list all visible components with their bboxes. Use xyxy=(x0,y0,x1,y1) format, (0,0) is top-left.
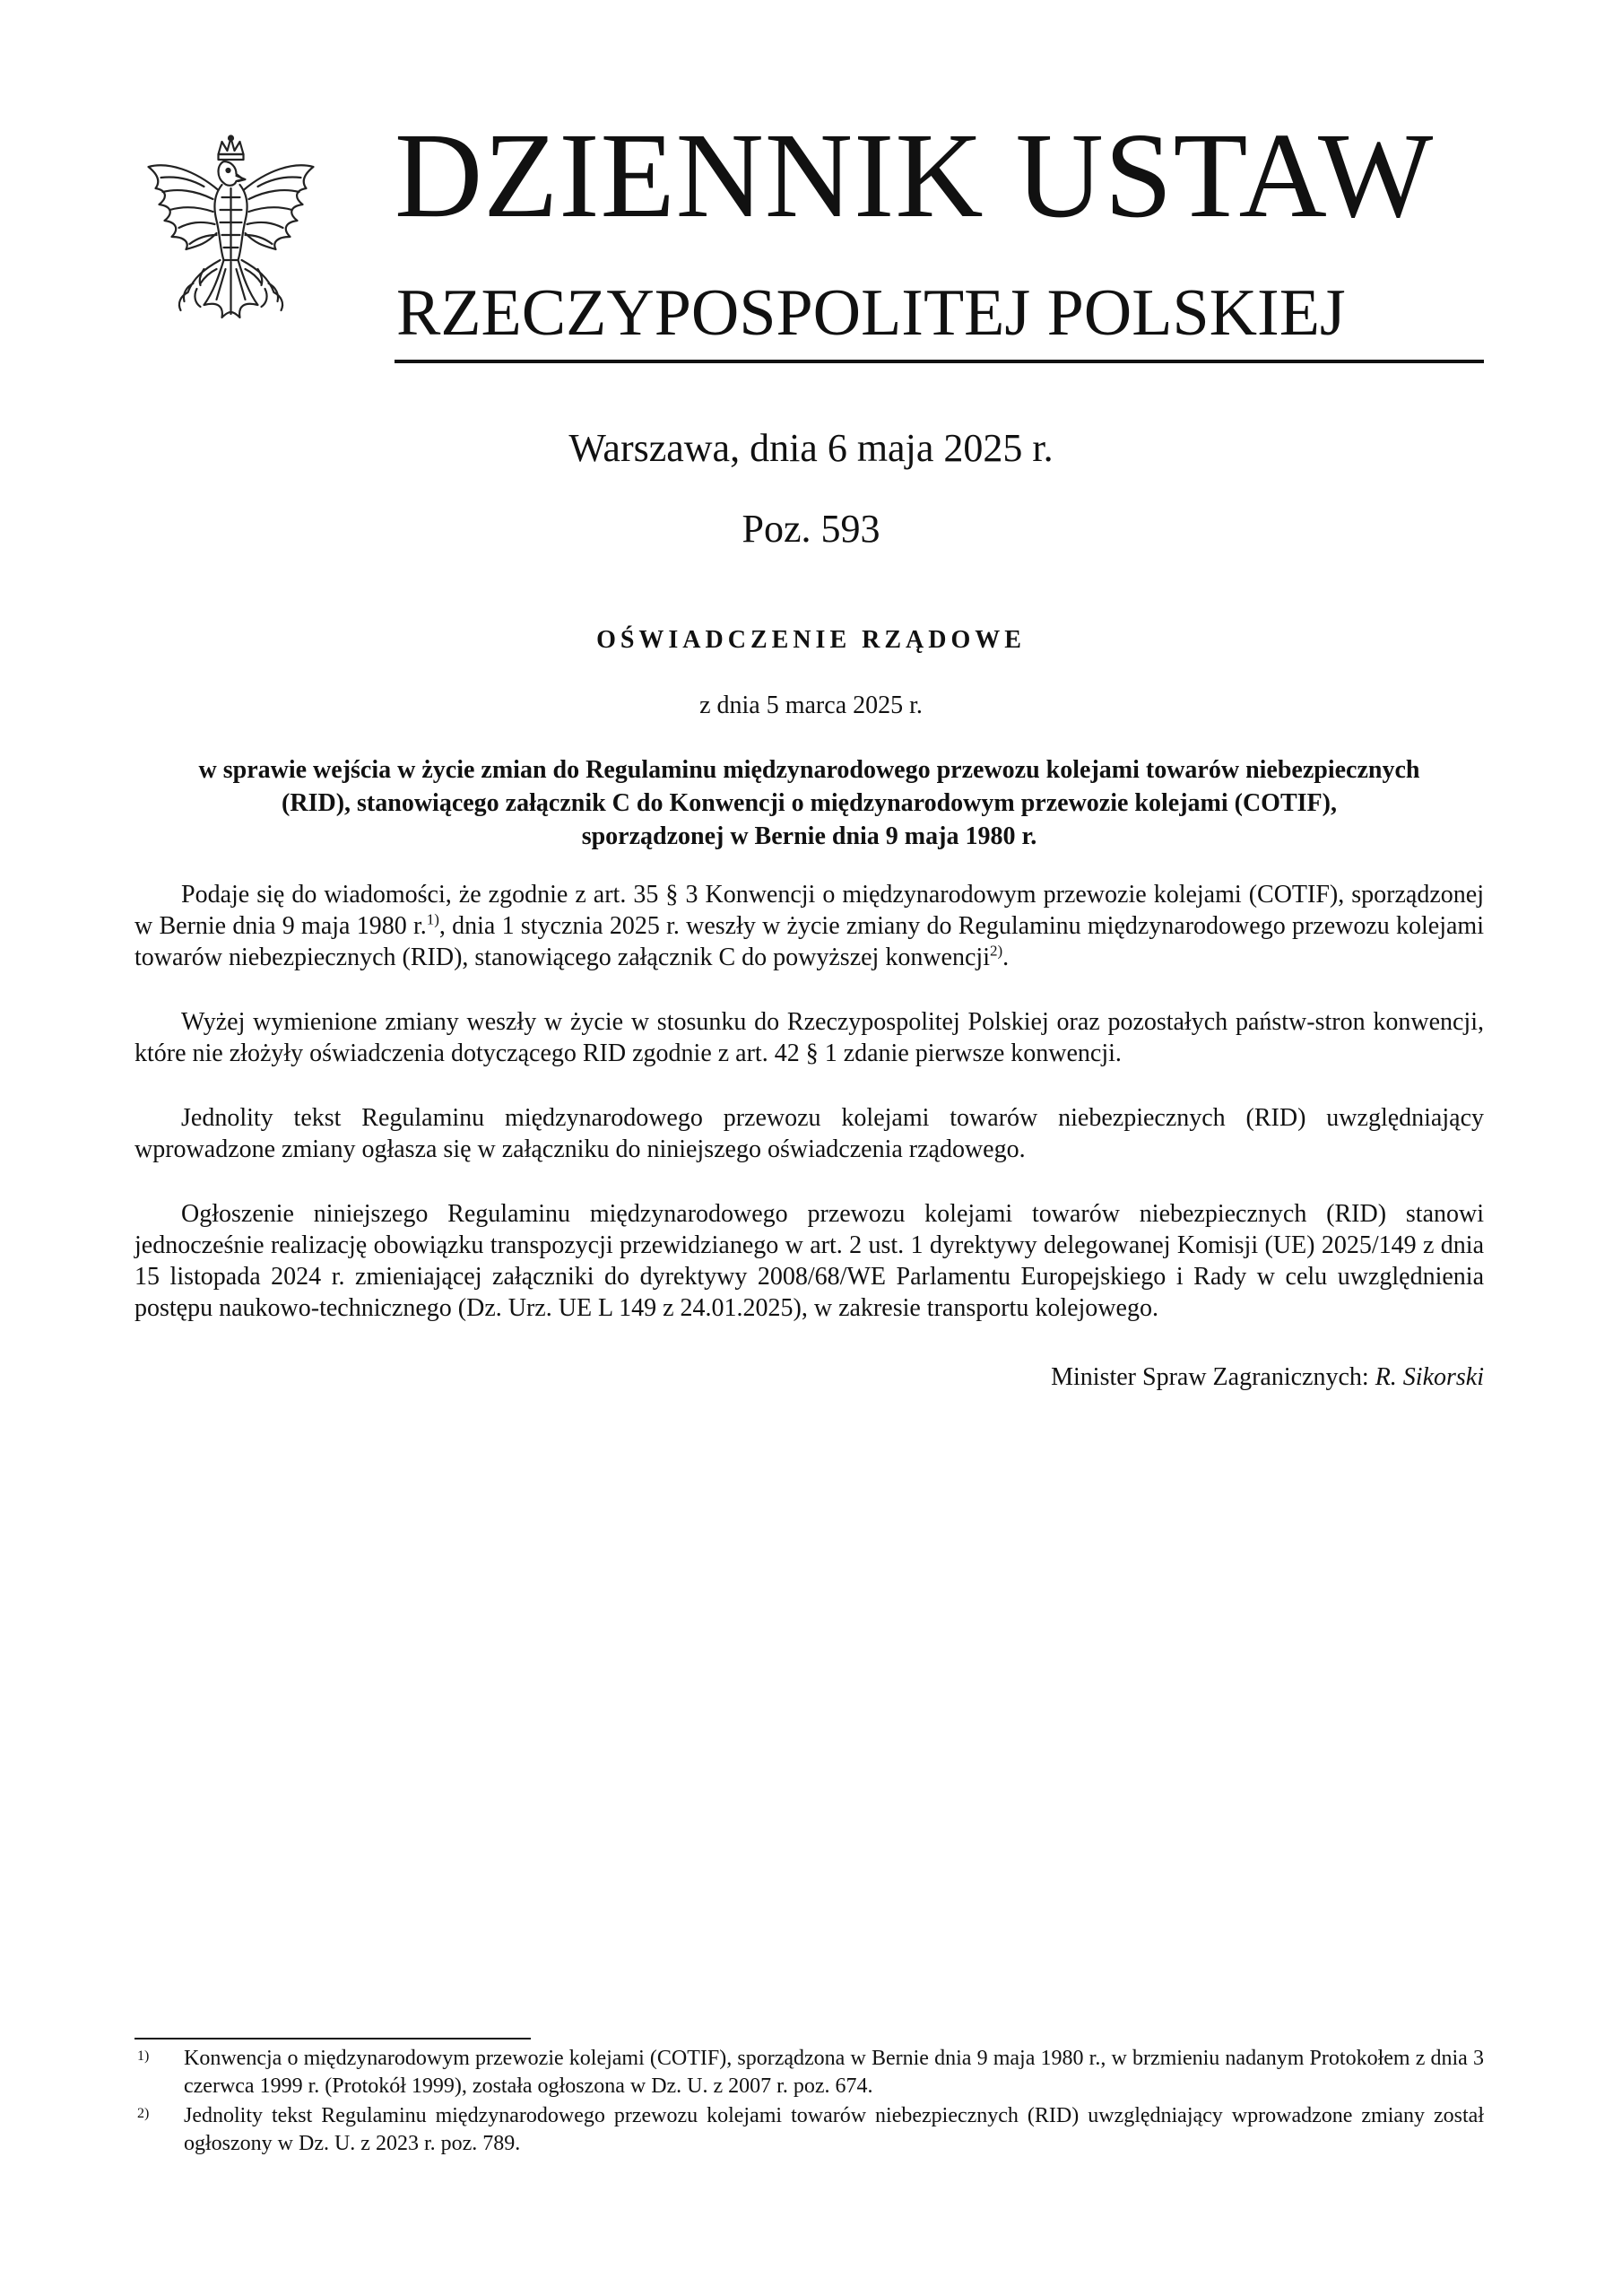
act-title xyxy=(134,753,1484,853)
journal-title: DZIENNIK USTAW xyxy=(395,109,1435,243)
act-title-line: w sprawie wejścia w życie zmian do Regulaminu międzynarodowego przewozu kolejami towarów niebezpiecznych xyxy=(198,756,1420,784)
signatory-role: Minister Spraw Zagranicznych: xyxy=(1051,1363,1375,1391)
footnote-2 xyxy=(134,2102,1484,2158)
footnote-ref-2[interactable]: 2) xyxy=(989,942,1003,960)
body-paragraph-4: Ogłoszenie niniejszego Regulaminu międzynarodowego przewozu kolejami towarów niebezpiecznych (RID) stanowi jednocześnie realizację obowiązku transpozycji przewidzianego w art. 2 ust. 1 dyrektywy delegowanej Komisji (UE) 2025/149 z dnia 15 listopada 2024 r. zmieniającej załączniki do dyrektywy 2008/68/WE Parlamentu Europejskiego i Rady w celu uwzględnienia postępu naukowo-technicznego (Dz. Urz. UE L 149 z 24.01.2025), w zakresie transportu kolejowego. xyxy=(134,1200,1484,1322)
body-paragraph-2: Wyżej wymienione zmiany weszły w życie w stosunku do Rzeczypospolitej Polskiej oraz pozostałych państw-stron konwencji, które nie złożyły oświadczenia dotyczącego RID zgodnie z art. 42 § 1 zdanie pierwsze konwencji. xyxy=(134,1008,1484,1067)
footnote-ref-1[interactable]: 1) xyxy=(426,910,439,928)
act-title-line: sporządzonej w Bernie dnia 9 maja 1980 r. xyxy=(581,822,1037,850)
footnote-text: Konwencja o międzynarodowym przewozie kolejami (COTIF), sporządzona w Bernie dnia 9 maja 1980 r., w brzmieniu nadanym Protokołem z dnia 3 czerwca 1999 r. (Protokół 1999), została ogłoszona w Dz. U. z 2007 r. poz. 674. xyxy=(184,2047,1484,2098)
position-number: Poz. 593 xyxy=(742,507,880,551)
act-date: z dnia 5 marca 2025 r. xyxy=(699,691,923,719)
paragraph-text: Podaje się do wiadomości, że zgodnie z art. 35 § 3 Konwencji o międzynarodowym przewozie kolejami (COTIF), sporządzonej w Bernie dnia 9 maja 1980 r. xyxy=(134,881,1484,940)
body-paragraph-3: Jednolity tekst Regulaminu międzynarodowego przewozu kolejami towarów niebezpiecznych (RID) uwzględniający wprowadzone zmiany ogłasza się w załączniku do niniejszego oświadczenia rządowego. xyxy=(134,1104,1484,1163)
footnote-text: Jednolity tekst Regulaminu międzynarodowego przewozu kolejami towarów niebezpiecznych (RID) uwzględniający wprowadzone zmiany został ogłoszony w Dz. U. z 2023 r. poz. 789. xyxy=(184,2104,1484,2155)
footnote-divider xyxy=(134,2038,531,2039)
journal-subtitle: RZECZYPOSPOLITEJ POLSKIEJ xyxy=(396,276,1346,350)
paragraph-text: . xyxy=(1002,944,1010,971)
signature xyxy=(134,1363,1484,1392)
publication-date: Warszawa, dnia 6 maja 2025 r. xyxy=(568,426,1054,470)
signatory-name: R. Sikorski xyxy=(1375,1363,1484,1391)
footnote-mark: 1) xyxy=(137,2048,150,2064)
footnotes xyxy=(134,2045,1484,2160)
paragraph-text: , dnia 1 stycznia 2025 r. weszły w życie zmiany do Regulaminu międzynarodowego przewozu kolejami towarów niebezpiecznych (RID), stanowiącego załącznik C do powyższej konwencji xyxy=(134,912,1484,971)
document-body xyxy=(134,879,1484,1357)
body-paragraph-1 xyxy=(134,879,1484,973)
act-title-line: (RID), stanowiącego załącznik C do Konwencji o międzynarodowym przewozie kolejami (COTIF), xyxy=(282,789,1337,817)
act-type-heading: OŚWIADCZENIE RZĄDOWE xyxy=(596,626,1026,654)
footnote-1 xyxy=(134,2045,1484,2100)
masthead-divider xyxy=(395,360,1484,363)
polish-eagle-icon xyxy=(134,135,327,350)
footnote-mark: 2) xyxy=(137,2106,150,2121)
